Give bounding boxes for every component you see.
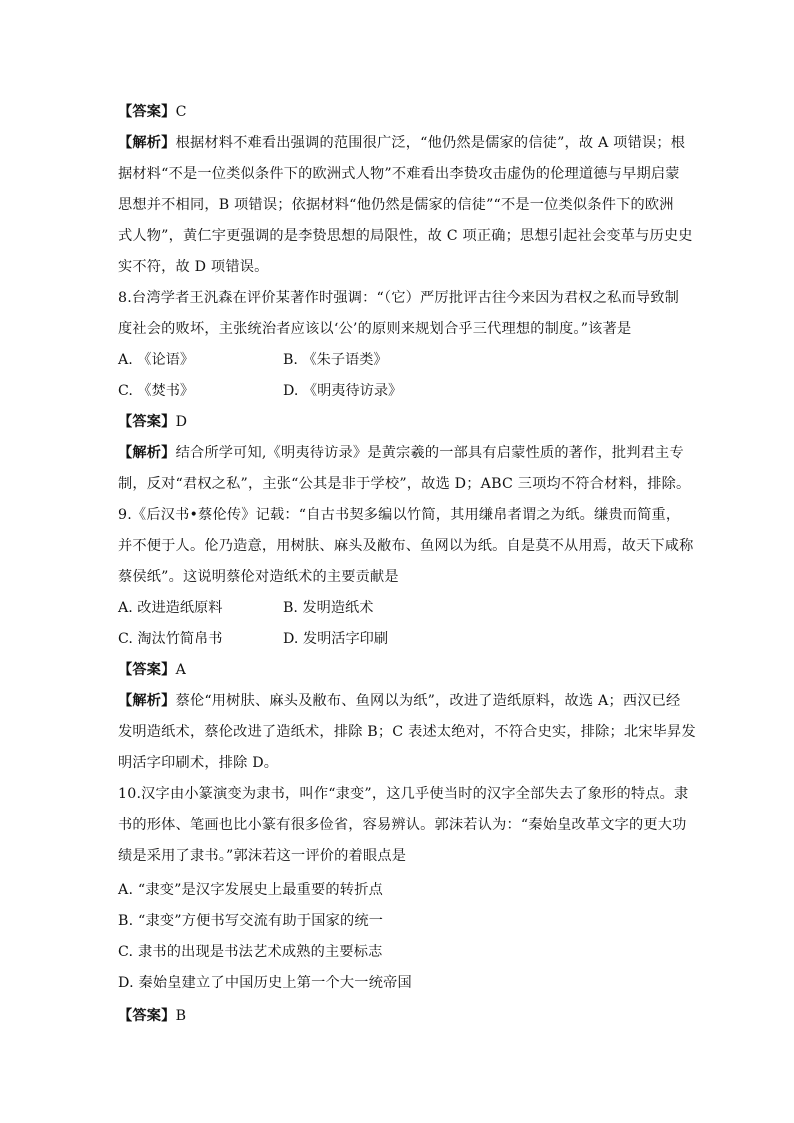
question-9-text: 并不便于人。伦乃造意，用树肤、麻头及敝布、鱼网以为纸。自是莫不从用焉，故天下咸称 bbox=[118, 538, 694, 554]
analysis-text: 发明造纸术，蔡伦改进了造纸术，排除 B；C 表述太绝对，不符合史实，排除；北宋毕昇发 bbox=[118, 724, 696, 740]
answer-value: D bbox=[175, 414, 188, 430]
analysis-text: 据材料“不是一位类似条件下的欧洲式人物”不难看出李贽攻击虚伪的伦理道德与早期启蒙 bbox=[118, 166, 680, 182]
answer-value: A bbox=[175, 662, 187, 678]
question-10-text: 10.汉字由小篆演变为隶书，叫作“隶变”，这几乎使当时的汉字全部失去了象形的特点。隶 bbox=[118, 786, 689, 802]
question-9-option-c: C. 淘汰竹简帛书 bbox=[118, 631, 223, 647]
question-8-option-a: A. 《论语》 bbox=[118, 352, 195, 368]
analysis-label: 【解析】 bbox=[118, 135, 176, 151]
analysis-line bbox=[118, 691, 681, 711]
question-8-option-d: D. 《明夷待访录》 bbox=[283, 383, 403, 399]
question-9-option-d: D. 发明活字印刷 bbox=[283, 631, 389, 647]
answer-line bbox=[118, 412, 678, 432]
analysis-text: 式人物”，黄仁宇更强调的是李贽思想的局限性，故 C 项正确；思想引起社会变革与历史史 bbox=[118, 228, 693, 244]
question-10-text: 绩是采用了隶书。”郭沫若这一评价的着眼点是 bbox=[118, 848, 407, 864]
question-10-text: 书的形体、笔画也比小篆有很多俭省，容易辨认。郭沫若认为：“秦始皇改革文字的更大功 bbox=[118, 817, 687, 833]
analysis-text: 思想并不相同，B 项错误；依据材料“他仍然是儒家的信徒”“不是一位类似条件下的欧洲 bbox=[118, 197, 674, 213]
analysis-line bbox=[118, 443, 684, 463]
question-8-option-c: C. 《焚书》 bbox=[118, 383, 195, 399]
analysis-text: 根据材料不难看出强调的范围很广泛，“他仍然是儒家的信徒”，故 A 项错误；根 bbox=[175, 135, 686, 151]
answer-line bbox=[118, 102, 678, 122]
question-9-text: 9.《后汉书•蔡伦传》记载：“自古书契多编以竹简，其用缣帛者谓之为纸。缣贵而简重， bbox=[118, 507, 681, 523]
analysis-text: 明活字印刷术，排除 D。 bbox=[118, 755, 279, 771]
answer-value: C bbox=[175, 104, 187, 120]
question-10-option-a: A. “隶变”是汉字发展史上最重要的转折点 bbox=[118, 882, 383, 898]
question-10-option-d: D. 秦始皇建立了中国历史上第一个大一统帝国 bbox=[118, 975, 412, 991]
question-9-option-a: A. 改进造纸原料 bbox=[118, 600, 223, 616]
answer-label: 【答案】 bbox=[118, 1008, 176, 1024]
analysis-text: 结合所学可知,《明夷待访录》是黄宗羲的一部具有启蒙性质的著作，批判君主专 bbox=[175, 445, 684, 461]
analysis-text: 蔡伦“用树肤、麻头及敝布、鱼网以为纸”，改进了造纸原料，故选 A；西汉已经 bbox=[175, 693, 681, 709]
analysis-label: 【解析】 bbox=[118, 693, 176, 709]
analysis-text: 制，反对“君权之私”，主张“公其是非于学校”，故选 D；ABC 三项均不符合材料，排除。 bbox=[118, 476, 691, 492]
answer-value: B bbox=[175, 1008, 187, 1024]
question-10-option-b: B. “隶变”方便书写交流有助于国家的统一 bbox=[118, 913, 384, 929]
answer-label: 【答案】 bbox=[118, 414, 176, 430]
analysis-label: 【解析】 bbox=[118, 445, 176, 461]
question-8-option-b: B. 《朱子语类》 bbox=[283, 352, 388, 368]
question-9-text: 蔡侯纸”。这说明蔡伦对造纸术的主要贡献是 bbox=[118, 569, 399, 585]
analysis-text: 实不符，故 D 项错误。 bbox=[118, 259, 269, 275]
answer-label: 【答案】 bbox=[118, 104, 176, 120]
question-8-text: 度社会的败坏，主张统治者应该以‘公’的原则来规划合乎三代理想的制度。”该著是 bbox=[118, 321, 632, 337]
answer-line bbox=[118, 660, 678, 680]
question-9-option-b: B. 发明造纸术 bbox=[283, 600, 374, 616]
analysis-line bbox=[118, 133, 686, 153]
question-8-text: 8.台湾学者王汎森在评价某著作时强调：“（它）严厉批评古往今来因为君权之私而导致制 bbox=[118, 290, 680, 306]
answer-label: 【答案】 bbox=[118, 662, 176, 678]
answer-line bbox=[118, 1006, 678, 1026]
question-10-option-c: C. 隶书的出现是书法艺术成熟的主要标志 bbox=[118, 944, 383, 960]
